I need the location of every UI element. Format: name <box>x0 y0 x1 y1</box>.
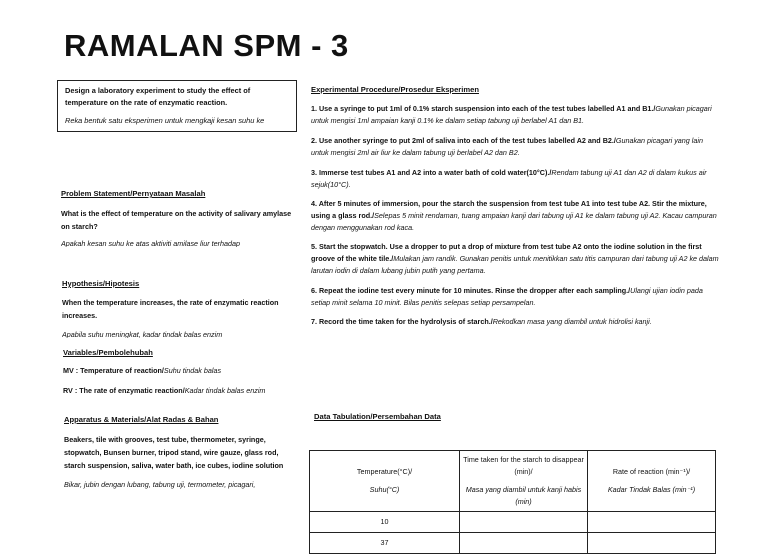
column-header-en: Time taken for the starch to disappear (min)/ <box>463 455 584 476</box>
problem-heading: Problem Statement/Pernyataan Masalah <box>61 189 206 198</box>
procedure-step <box>311 285 721 309</box>
time-cell <box>460 512 588 533</box>
procedure-step-en: 2. Use another syringe to put 2ml of saliva into each of the test tubes labelled A2 and B2./ <box>311 136 616 145</box>
variables-heading: Variables/Pembolehubah <box>63 348 153 357</box>
variable-mv-my: Suhu tindak balas <box>163 366 222 375</box>
table-row <box>310 533 716 554</box>
data-table <box>309 450 716 554</box>
variable-rv-label: RV : The rate of enzymatic reaction/ <box>63 386 185 395</box>
column-header-my: Masa yang diambil untuk kanji habis (min) <box>465 485 582 506</box>
variable-rv-my: Kadar tindak balas enzim <box>184 386 266 395</box>
procedure-step-my: Rendam tabung uji A1 dan A2 di dalam kukus air sejuk(10°C). <box>311 168 707 189</box>
tabulation-heading: Data Tabulation/Persembahan Data <box>314 412 441 421</box>
procedure-step-en: 7. Record the time taken for the hydrolysis of starch./ <box>311 317 493 326</box>
rate-cell <box>588 533 716 554</box>
rate-cell <box>588 512 716 533</box>
procedure-step-my: Ulangi ujian iodin pada setiap minit selama 10 minit. Bilas penitis selepas setiap persampelan. <box>311 286 703 307</box>
procedure-step-my: Mulakan jam randik. Gunakan penitis untuk menitikkan satu titis campuran dari tabung uji A2 ke dalam larutan iodin di dalam lubang jubin putih yang pertama. <box>311 254 719 275</box>
apparatus-text-my: Bikar, jubin dengan lubang, tabung uji, termometer, picagari, <box>64 480 256 489</box>
variable-rv <box>63 386 265 395</box>
procedure-step-my: Selepas 5 minit rendaman, tuang ampaian kanji dari tabung uji A1 ke dalam tabung uji A2. Kacau campuran dengan menggunakan rod kaca. <box>311 211 717 232</box>
variable-mv-label: MV : Temperature of reaction/ <box>63 366 164 375</box>
procedure-step <box>311 167 721 191</box>
column-header-en: Rate of reaction (min⁻¹)/ <box>612 467 691 476</box>
task-text-my: Reka bentuk satu eksperimen untuk mengkaji kesan suhu ke <box>65 116 265 125</box>
column-header-my: Suhu(°C) <box>369 485 400 494</box>
procedure-step-my: Gunakan picagari untuk mengisi 1ml ampaian kanji 0.1% ke dalam setiap tabung uji berlabel A1 dan B1. <box>311 104 712 125</box>
procedure-step <box>311 135 721 159</box>
procedure-step-en: 1. Use a syringe to put 1ml of 0.1% starch suspension into each of the test tubes labelled A1 and B1./ <box>311 104 656 113</box>
procedure-step <box>311 198 721 234</box>
table-row <box>310 512 716 533</box>
task-box <box>57 80 297 132</box>
procedure-heading: Experimental Procedure/Prosedur Eksperimen <box>311 85 479 94</box>
temperature-cell: 10 <box>310 512 460 533</box>
column-header-my: Kadar Tindak Balas (min⁻¹) <box>607 485 696 494</box>
procedure-step-my: Rekodkan masa yang diambil untuk hidrolisi kanji. <box>492 317 652 326</box>
problem-text-en: What is the effect of temperature on the activity of salivary amylase on starch? <box>61 209 292 231</box>
procedure-step-en: 3. Immerse test tubes A1 and A2 into a water bath of cold water(10°C)./ <box>311 168 552 177</box>
column-header-temperature <box>310 451 460 512</box>
task-text-en: Design a laboratory experiment to study the effect of temperature on the rate of enzymatic reaction. <box>65 86 251 107</box>
apparatus-heading: Apparatus & Materials/Alat Radas & Bahan <box>64 415 219 424</box>
apparatus-text-en: Beakers, tile with grooves, test tube, thermometer, syringe, stopwatch, Bunsen burner, tripod stand, wire gauze, glass rod, starch suspension, saliva, water bath, ice cubes, iodine solution <box>64 435 284 470</box>
procedure-step <box>311 241 721 277</box>
variable-mv <box>63 366 221 375</box>
table-header-row <box>310 451 716 512</box>
procedure-step-en: 6. Repeat the iodine test every minute for 10 minutes. Rinse the dropper after each sampling./ <box>311 286 631 295</box>
column-header-rate <box>588 451 716 512</box>
time-cell <box>460 533 588 554</box>
temperature-cell: 37 <box>310 533 460 554</box>
problem-text-my: Apakah kesan suhu ke atas aktiviti amilase liur terhadap <box>61 239 240 247</box>
procedure-step-en: 5. Start the stopwatch. Use a dropper to put a drop of mixture from test tube A2 onto the iodine solution in the first groove of the white tile./ <box>311 242 702 263</box>
page-title: RAMALAN SPM - 3 <box>64 28 349 63</box>
procedure-step-en: 4. After 5 minutes of immersion, pour the starch the suspension from test tube A1 into test tube A2. Stir the mixture, using a glass rod./ <box>311 199 707 220</box>
column-header-en: Temperature(°C)/ <box>356 467 413 476</box>
procedure-step <box>311 316 721 328</box>
column-header-time <box>460 451 588 512</box>
procedure-step-my: Gunakan picagari yang lain untuk mengisi 2ml air liur ke dalam tabung uji berlabel A2 dan B2. <box>311 136 703 157</box>
procedure-step <box>311 103 721 127</box>
hypothesis-text-en: When the temperature increases, the rate of enzymatic reaction increases. <box>62 298 279 320</box>
hypothesis-heading: Hypothesis/Hipotesis <box>62 279 140 288</box>
hypothesis-text-my: Apabila suhu meningkat, kadar tindak balas enzim <box>62 330 223 338</box>
